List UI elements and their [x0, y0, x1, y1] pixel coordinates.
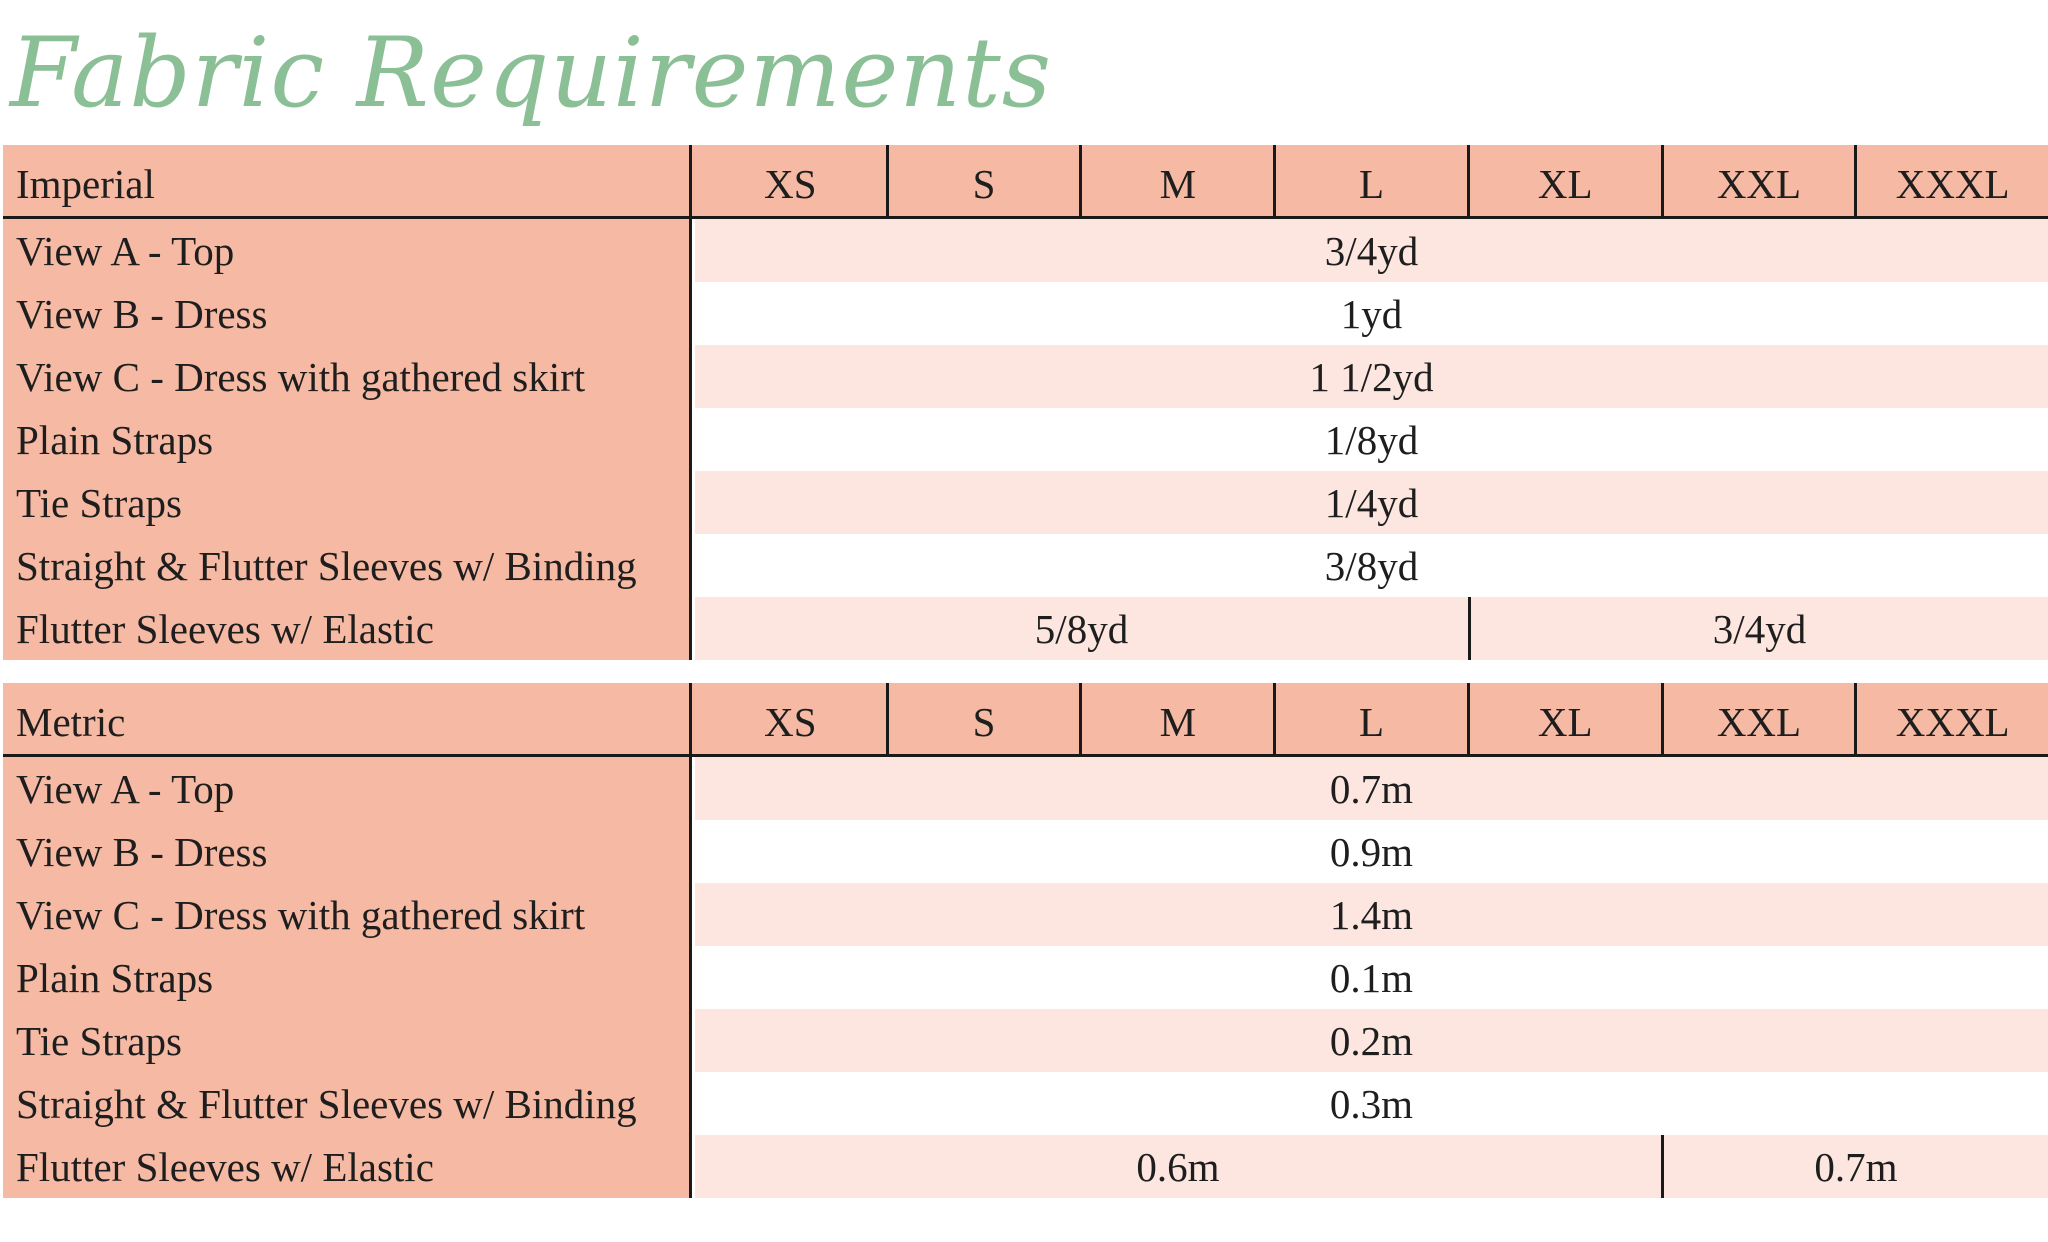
- row-label: Straight & Flutter Sleeves w/ Binding: [3, 1072, 692, 1135]
- row-value: 1/4yd: [695, 471, 2048, 534]
- row-value: 0.7m: [695, 757, 2048, 820]
- page-title: Fabric Requirements: [10, 17, 1052, 129]
- table-row: [3, 1072, 2048, 1135]
- metric-header-label: Metric: [3, 683, 692, 754]
- size-header-xxxl: XXXL: [1895, 698, 2010, 745]
- row-value: 1.4m: [695, 883, 2048, 946]
- size-columns: [695, 683, 2048, 754]
- row-label: View A - Top: [3, 219, 692, 282]
- row-label: Plain Straps: [3, 946, 692, 1009]
- row-label: View C - Dress with gathered skirt: [3, 345, 692, 408]
- row-label: Flutter Sleeves w/ Elastic: [3, 1135, 692, 1198]
- size-header-s: S: [889, 683, 1083, 754]
- size-header-xxl: XXL: [1664, 145, 1858, 216]
- row-label: View C - Dress with gathered skirt: [3, 883, 692, 946]
- size-header-xs: XS: [695, 145, 889, 216]
- row-value: 0.9m: [695, 820, 2048, 883]
- row-label: View B - Dress: [3, 282, 692, 345]
- size-header-l: L: [1276, 683, 1470, 754]
- row-label: Plain Straps: [3, 408, 692, 471]
- size-header-l: L: [1276, 145, 1470, 216]
- row-value-large-sizes: 3/4yd: [1471, 597, 2048, 660]
- row-label: View B - Dress: [3, 820, 692, 883]
- imperial-table: [3, 145, 2048, 660]
- size-header-xxl: XXL: [1664, 683, 1858, 754]
- row-value: 0.1m: [695, 946, 2048, 1009]
- table-row: [3, 757, 2048, 820]
- size-columns: [695, 145, 2048, 216]
- imperial-header-label: Imperial: [3, 145, 692, 216]
- size-header-s: S: [889, 145, 1083, 216]
- table-row: [3, 1009, 2048, 1072]
- row-value: 1 1/2yd: [695, 345, 2048, 408]
- table-row: [3, 597, 2048, 660]
- row-value: 1yd: [695, 282, 2048, 345]
- table-row: [3, 219, 2048, 282]
- row-value-small-sizes: 0.6m: [695, 1135, 1661, 1198]
- table-row: [3, 820, 2048, 883]
- row-label: Straight & Flutter Sleeves w/ Binding: [3, 534, 692, 597]
- row-value-small-sizes: 5/8yd: [695, 597, 1468, 660]
- row-value: 3/8yd: [695, 534, 2048, 597]
- metric-table: [3, 683, 2048, 1198]
- table-header-row: [3, 145, 2048, 219]
- row-label: View A - Top: [3, 757, 692, 820]
- table-row: [3, 345, 2048, 408]
- size-header-xl: XL: [1470, 145, 1664, 216]
- row-value: 3/4yd: [695, 219, 2048, 282]
- size-header-m: M: [1082, 683, 1276, 754]
- table-row: [3, 1135, 2048, 1198]
- row-label: Tie Straps: [3, 1009, 692, 1072]
- size-header-m: M: [1082, 145, 1276, 216]
- row-label: Tie Straps: [3, 471, 692, 534]
- table-row: [3, 408, 2048, 471]
- row-value: 0.2m: [695, 1009, 2048, 1072]
- table-header-row: [3, 683, 2048, 757]
- row-value-large-sizes: 0.7m: [1664, 1135, 2048, 1198]
- size-header-xs: XS: [695, 683, 889, 754]
- table-row: [3, 534, 2048, 597]
- table-row: [3, 946, 2048, 1009]
- row-value: 1/8yd: [695, 408, 2048, 471]
- row-value: 0.3m: [695, 1072, 2048, 1135]
- size-header-xxxl: XXXL: [1895, 160, 2010, 207]
- size-header-xl: XL: [1470, 683, 1664, 754]
- table-row: [3, 883, 2048, 946]
- table-row: [3, 282, 2048, 345]
- table-row: [3, 471, 2048, 534]
- row-label: Flutter Sleeves w/ Elastic: [3, 597, 692, 660]
